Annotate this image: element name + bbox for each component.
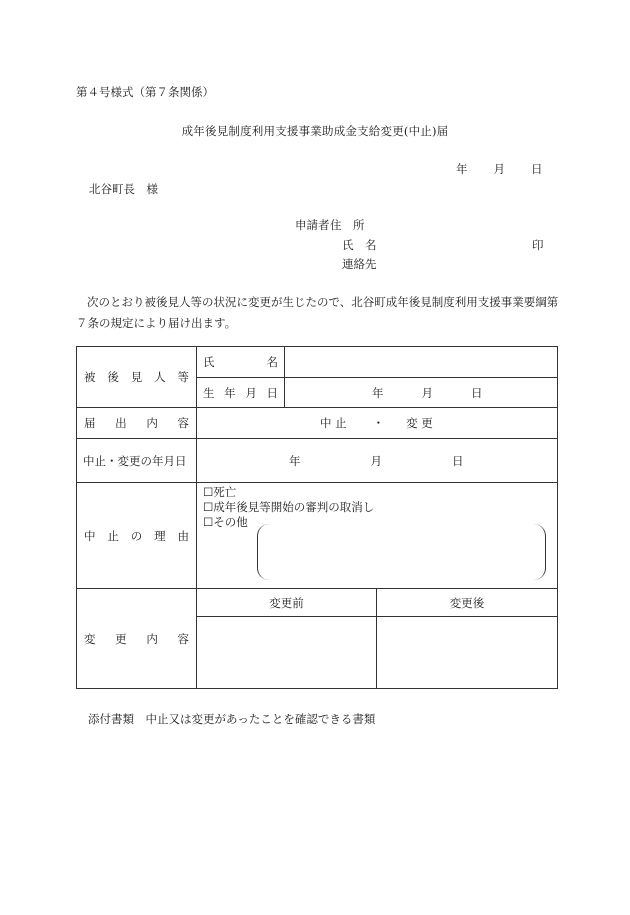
other-reason-bracket[interactable] [257,524,546,580]
month-label: 月 [493,162,505,176]
reason-other-checkbox[interactable]: ☐その他 [203,515,248,529]
contact-label: 連絡先 [342,257,377,271]
day-label: 日 [531,162,543,176]
name-label: 氏 名 [342,238,377,252]
reason-death-checkbox[interactable]: ☐死亡 [203,485,237,499]
document-title: 成年後見制度利用支援事業助成金支給変更(中止)届 [181,124,449,138]
form-number: 第４号様式（第７条関係） [76,85,214,99]
birth-date-field[interactable] [285,378,558,408]
table-row [77,408,558,439]
attachment-note: 添付書類 中止又は変更があったことを確認できる書類 [88,712,376,726]
addressee: 北谷町長 様 [89,182,158,196]
change-date-label-cell [77,439,197,483]
address-label: 住 所 [330,218,365,232]
change-option[interactable]: 変 更 [406,416,433,430]
change-content-label-cell [77,589,197,689]
after-header: 変更後 [377,589,558,617]
reason-options-cell [197,483,558,589]
seal-mark: 印 [532,238,544,252]
notice-label: 届 出 内 容 [84,416,189,430]
before-field[interactable] [197,617,377,689]
year-label: 年 [456,162,468,176]
ward-label-cell [77,347,197,408]
applicant-label: 申請者 [295,218,330,232]
change-date: 年 月 日 [289,453,464,468]
before-header: 変更前 [197,589,377,617]
change-content-label: 変 更 内 容 [84,631,189,646]
reason-revocation-checkbox[interactable]: ☐成年後見等開始の審判の取消し [203,500,375,514]
ward-name-label-cell [197,347,285,378]
notice-label-cell [77,408,197,439]
body-text: 次のとおり被後見人等の状況に変更が生じたので、北谷町成年後見制度利用支援事業要綱第７条の規定により届け出ます。 [76,295,559,330]
birth-label: 生 年 月 日 [203,385,278,400]
table-row [77,439,558,483]
table-row [77,483,558,589]
stop-option[interactable]: 中 止 [320,416,347,430]
table-row [77,347,558,378]
birth-label-cell [197,378,285,408]
ward-name-field[interactable] [285,347,558,378]
ward-name-label: 氏 名 [203,355,278,369]
after-field[interactable] [377,617,558,689]
change-date-label: 中止・変更の年月日 [83,453,187,468]
ward-label: 被 後 見 人 等 [84,370,189,384]
change-date-field[interactable] [197,439,558,483]
submission-date [456,161,543,177]
reason-label-cell [77,483,197,589]
notice-options: 中 止 ・ 変 更 [320,416,433,430]
birth-date: 年 月 日 [372,385,483,400]
table-row [77,589,558,617]
notice-options-cell[interactable] [197,408,558,439]
form-table [76,346,558,689]
reason-label: 中 止 の 理 由 [84,528,189,543]
